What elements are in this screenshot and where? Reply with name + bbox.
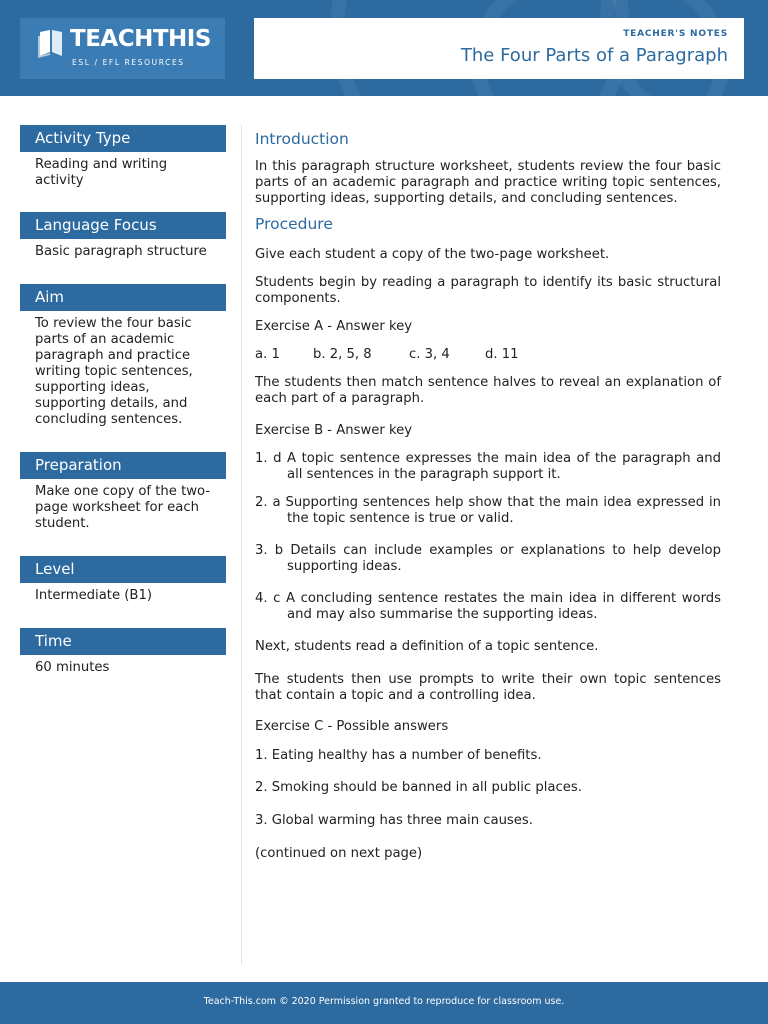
main-content [255,129,721,862]
exercise-b-label: Exercise B - Answer key [255,423,413,438]
procedure-step: Give each student a copy of the two-page worksheet. [255,247,610,262]
sidebar-heading: Language Focus [20,212,226,239]
sidebar-body: Reading and writing activity [35,157,168,188]
logo-subtitle: ESL / EFL RESOURCES [72,58,185,67]
sidebar-section-level [20,556,226,628]
exercise-b-item: 4. c A concluding sentence restates the main idea in different words and may also summarise the supporting ideas. [255,591,721,622]
procedure-step: The students then match sentence halves to reveal an explanation of each part of a paragraph. [255,375,721,406]
exercise-b-item: 2. a Supporting sentences help show that the main idea expressed in the topic sentence is true or valid. [255,495,721,526]
procedure-step: The students then use prompts to write their own topic sentences that contain a topic and a controlling idea. [255,672,721,703]
continued-note: (continued on next page) [255,846,423,861]
sidebar-section-time [20,628,226,676]
sidebar-section-aim [20,284,226,452]
sidebar-body: Basic paragraph structure [35,244,207,259]
page-title: The Four Parts of a Paragraph [460,45,728,66]
answer-item: a. 1 [255,347,280,362]
answer-item: c. 3, 4 [409,347,450,362]
sidebar-section-language-focus [20,212,226,284]
exercise-a-label: Exercise A - Answer key [255,319,413,334]
title-box [254,18,744,79]
sidebar-body: To review the four basic parts of an academic paragraph and practice writing topic sentences, supporting ideas, supporting details, and concluding sentences. [35,316,193,427]
exercise-b-item: 3. b Details can include examples or explanations to help develop supporting ideas. [255,543,721,574]
sidebar-body: 60 minutes [35,660,110,675]
answer-item: d. 11 [485,347,519,362]
sidebar-heading: Activity Type [20,125,226,152]
exercise-c-item: 2. Smoking should be banned in all public places. [255,780,582,795]
sidebar-heading: Level [20,556,226,583]
footer-copyright: Teach-This.com © 2020 Permission granted to reproduce for classroom use. [203,996,565,1007]
introduction-text: In this paragraph structure worksheet, students review the four basic parts of an academic paragraph and practice writing topic sentences, supporting ideas, supporting details, and concluding sentences. [255,159,721,206]
sidebar [20,125,226,676]
exercise-c-label: Exercise C - Possible answers [255,719,449,734]
sidebar-heading: Preparation [20,452,226,479]
sidebar-heading: Time [20,628,226,655]
sidebar-section-activity-type [20,125,226,212]
logo-title: TEACHTHIS [70,26,211,52]
page-footer [0,982,768,1024]
sidebar-body: Intermediate (B1) [35,588,153,603]
sidebar-body: Make one copy of the two-page worksheet for each student. [35,484,211,531]
introduction-heading: Introduction [255,130,349,148]
book-icon [36,28,66,60]
procedure-heading: Procedure [255,215,333,233]
column-divider [241,125,242,965]
exercise-a-answers [255,347,721,363]
procedure-step: Students begin by reading a paragraph to identify its basic structural components. [255,275,721,306]
notes-label: TEACHER'S NOTES [623,29,728,39]
exercise-c-item: 3. Global warming has three main causes. [255,813,533,828]
page-header [0,0,768,96]
logo [20,18,225,79]
answer-item: b. 2, 5, 8 [313,347,372,362]
exercise-c-item: 1. Eating healthy has a number of benefits. [255,748,542,763]
sidebar-heading: Aim [20,284,226,311]
procedure-step: Next, students read a definition of a topic sentence. [255,639,599,654]
sidebar-section-preparation [20,452,226,556]
exercise-b-item: 1. d A topic sentence expresses the main idea of the paragraph and all sentences in the paragraph support it. [255,451,721,482]
